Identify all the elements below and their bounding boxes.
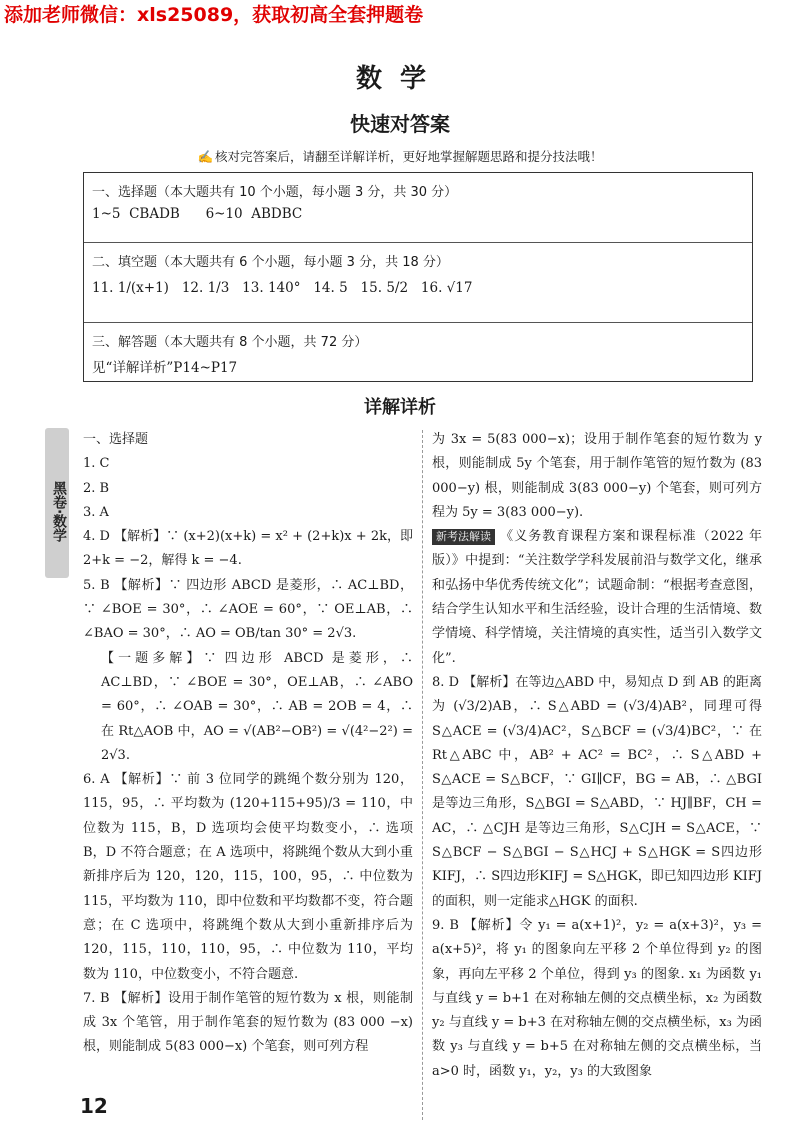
solution-item: 5. B 【解析】∵ 四边形 ABCD 是菱形，∴ AC⊥BD，∵ ∠BOE = 30°，∴ ∠AOE = 60°，∵ OE⊥AB，∴ ∠BAO = 30°，∴ AO = OB/tan 30° = 2√3. [83, 577, 413, 642]
solution-item: 6. A 【解析】∵ 前 3 位同学的跳绳个数分别为 120，115，95，∴ 平均数为 (120+115+95)/3 = 110，中位数为 115，B，D 选项均会使平均数变小，∴ 选项 B，D 不符合题意；在 A 选项中，将跳绳个数从大到小重新排序后为 120，120，115，100，95，∴ 中位数为 115，平均数为 110，即中位数和平均数都不变，符合题意；在 C 选项中，将跳绳个数从大到小重新排序后为 120，115，110，110，95，∴ 中位数为 110，平均数为 110，中位数变小，不符合题意. [83, 772, 413, 982]
section-heading: 二、填空题（本大题共有 6 个小题，每小题 3 分，共 18 分） [92, 255, 449, 270]
alt-solution: 【一题多解】∵ 四边形 ABCD 是菱形，∴ AC⊥BD，∵ ∠BOE = 30°，OE⊥AB，∴ ∠ABO = 60°，∴ ∠OAB = 30°，∴ AB = 2OB = 4，∴ 在 Rt△AOB 中，AO = √(AB²−OB²) = √(4²−2²) = 2√3. [101, 650, 413, 763]
answer-section-fill [84, 243, 752, 323]
hint-line [0, 147, 800, 165]
solution-item: 9. B 【解析】令 y₁ = a(x+1)²，y₂ = a(x+3)²，y₃ = a(x+5)²，将 y₁ 的图象向左平移 2 个单位得到 y₂ 的图象，再向左平移 2 个单位，得到 y₃ 的图象. x₁ 为函数 y₁ 与直线 y = b+1 在对称轴左侧的交点横坐标，x₂ 为函数 y₂ 与直线 y = b+3 在对称轴左侧的交点横坐标，x₃ 为函数 y₃ 与直线 y = b+5 在对称轴左侧的交点横坐标，当 a>0 时，函数 y₁，y₂，y₃ 的大致图象 [432, 917, 762, 1079]
solution-item: 1. C [83, 456, 110, 472]
right-column [432, 428, 762, 1084]
section-heading: 一、选择题（本大题共有 10 个小题，每小题 3 分，共 30 分） [92, 185, 458, 200]
solution-item: 7. B 【解析】设用于制作笔管的短竹数为 x 根，则能制成 3x 个笔管，用于制作笔套的短竹数为 (83 000 −x) 根，则能制成 5(83 000−x) 个笔套，则可列方程 [83, 990, 413, 1055]
answer-box [83, 172, 753, 382]
solution-item: 2. B [83, 480, 110, 496]
page-title: 数学 [355, 64, 444, 94]
section-answers: 见“详解详析”P14~P17 [92, 360, 238, 376]
section-answers: 1~5 CBADB 6~10 ABDBC [92, 206, 303, 222]
quick-answers-title: 快速对答案 [350, 112, 450, 136]
column-divider [422, 430, 423, 1120]
section-heading: 三、解答题（本大题共有 8 个小题，共 72 分） [92, 335, 368, 350]
section-answers: 11. 1/(x+1) 12. 1/3 13. 140° 14. 5 15. 5/2 16. √17 [92, 280, 473, 296]
answer-section-solve [84, 323, 752, 384]
detail-title: 详解详析 [364, 397, 436, 418]
page-number: 12 [80, 1094, 108, 1118]
new-exam-badge: 新考法解读 [432, 529, 495, 545]
solution-item: 8. D 【解析】在等边△ABD 中，易知点 D 到 AB 的距离为 (√3/2)AB，∴ S△ABD = (√3/4)AB²，同理可得 S△ACE = (√3/4)AC²，S△BCF = (√3/4)BC²，∵ 在 Rt△ABC 中，AB² + AC² = BC²，∴ S△ABD + S△ACE = S△BCF，∵ GI∥CF，BG = AB，∴ △BGI 是等边三角形，S△BGI = S△ABD，∵ HJ∥BF，CH = AC，∴ △CJH 是等边三角形，S△CJH = S△ACE，∵ S△BCF − S△BGI − S△HCJ + S△HGK = S四边形KIFJ，∴ S四边形KIFJ = S△HGK，即已知四边形 KIFJ 的面积，则一定能求△HGK 的面积. [432, 674, 762, 909]
solution-item: 3. A [83, 504, 109, 520]
exam-note [432, 525, 762, 671]
exam-note-text: 《义务教育课程方案和课程标准（2022 年版）》中提到：“关注数学学科发展前沿与数学文化，继承和弘扬中华优秀传统文化”；试题命制：“根据考查意图，结合学生认知水平和生活经验，设计合理的生活情境、数学情境、科学情境，关注情境的真实性，适当引入数学文化”. [432, 529, 762, 666]
hint-text: 核对完答案后，请翻至详解详析，更好地掌握解题思路和提分技法哦！ [215, 149, 603, 164]
promo-banner: 添加老师微信：xls25089，获取初高全套押题卷 [0, 0, 540, 30]
solution-continued: 为 3x = 5(83 000−x)；设用于制作笔套的短竹数为 y 根，则能制成 5y 个笔套，用于制作笔管的短竹数为 (83 000−y) 根，则能制成 3(83 000−y) 个笔套，则可列方程为 5y = 3(83 000−y). [432, 432, 762, 520]
side-tab: 黑卷·数学 [45, 428, 69, 578]
pen-icon: ✍ [197, 149, 214, 164]
left-column [83, 428, 413, 1060]
answer-section-choice [84, 173, 752, 243]
solution-item: 4. D 【解析】∵ (x+2)(x+k) = x² + (2+k)x + 2k，即 2+k = −2，解得 k = −4. [83, 529, 413, 569]
section-heading: 一、选择题 [83, 432, 149, 447]
